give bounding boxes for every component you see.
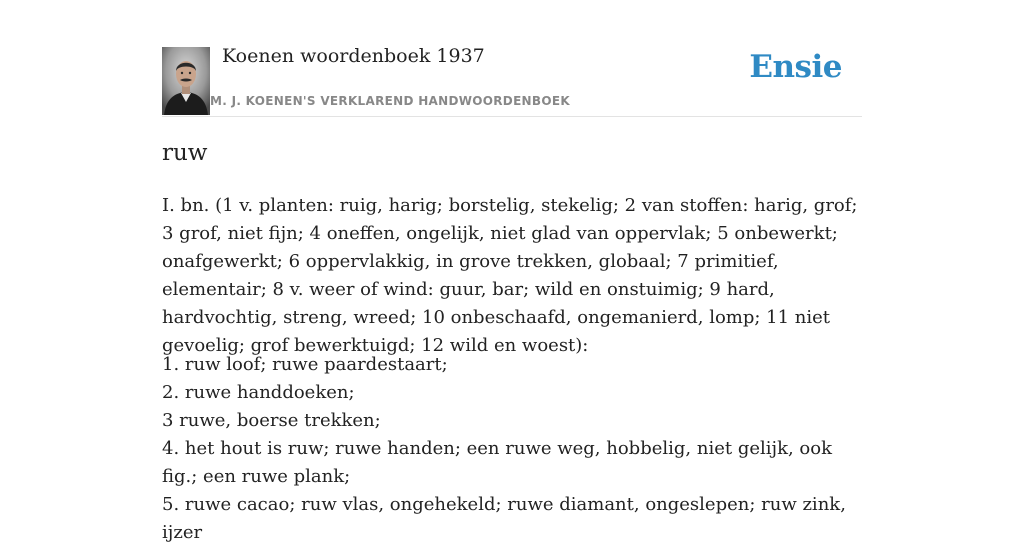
example-item: 2. ruwe handdoeken; <box>162 382 355 403</box>
example-item: 5. ruwe cacao; ruw vlas, ongehekeld; ruwe diamant, ongeslepen; ruw zink, ijzer <box>162 494 846 543</box>
dictionary-header <box>162 0 862 117</box>
entry-headword: ruw <box>162 140 208 166</box>
entry-definition: I. bn. (1 v. planten: ruig, harig; borstelig, stekelig; 2 van stoffen: harig, grof; 3 grof, niet fijn; 4 oneffen, ongelijk, niet glad van oppervlak; 5 onbewerkt; onafgewerkt; 6 oppervlakkig, in grove trekken, globaal; 7 primitief, elementair; 8 v. weer of wind: guur, bar; wild en onstuimig; 9 hard, hardvochtig, streng, wreed; 10 onbeschaafd, ongemanierd, lomp; 11 niet gevoelig; grof bewerktuigd; 12 wild en woest): <box>162 195 858 356</box>
dictionary-title: Koenen woordenboek 1937 <box>222 45 485 67</box>
content-container <box>162 0 862 543</box>
example-item: 3 ruwe, boerse trekken; <box>162 410 381 431</box>
example-item: 4. het hout is ruw; ruwe handen; een ruwe weg, hobbelig, niet gelijk, ook fig.; een ruwe plank; <box>162 438 833 487</box>
example-item: 1. ruw loof; ruwe paardestaart; <box>162 354 448 375</box>
ensie-logo[interactable]: Ensie <box>749 49 842 85</box>
author-portrait-icon <box>162 47 210 115</box>
example-list <box>162 351 862 547</box>
dictionary-subtitle: M. J. KOENEN'S VERKLAREND HANDWOORDENBOEK <box>210 94 570 108</box>
